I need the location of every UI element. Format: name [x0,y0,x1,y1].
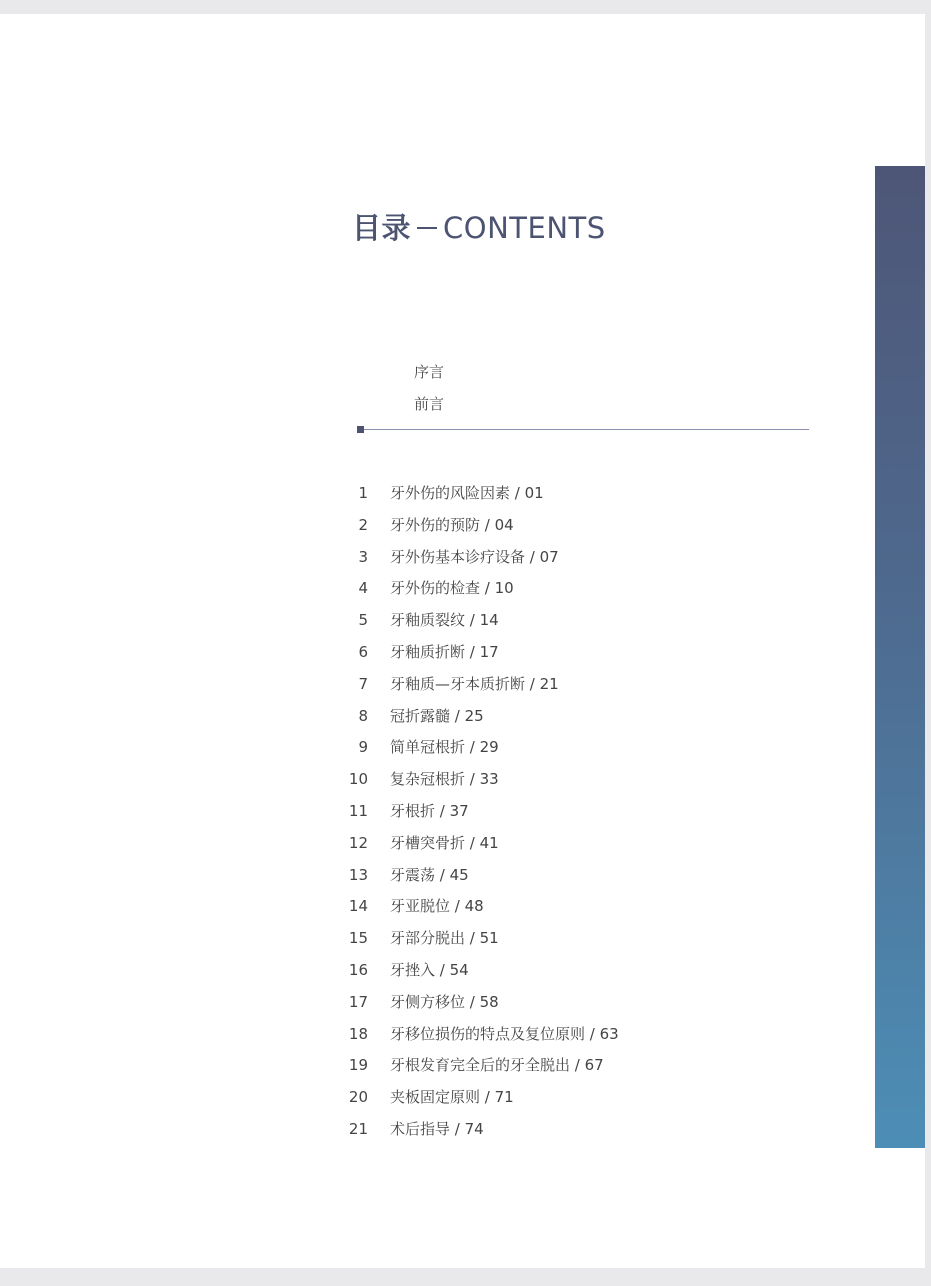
toc-entry-number: 9 [358,738,368,757]
toc-entry-number: 13 [348,865,368,884]
toc-entry-title: 牙外伤的预防 / 04 [390,515,514,534]
preface-list [414,356,444,420]
toc-entry-number: 12 [348,833,368,852]
toc-entry-title: 牙根折 / 37 [390,801,469,820]
toc-entry-number: 17 [348,992,368,1011]
toc-entry-number: 14 [348,897,368,916]
page-title [352,206,606,247]
toc-entry-title: 牙槽突骨折 / 41 [390,833,499,852]
toc-entry-title: 牙震荡 / 45 [390,865,469,884]
toc-entry [340,860,760,892]
toc-entry [340,573,760,605]
toc-entry-number: 10 [348,770,368,789]
toc-entry-title: 牙侧方移位 / 58 [390,992,499,1011]
toc-entry-title: 夹板固定原则 / 71 [390,1088,514,1107]
toc-entry-title: 牙移位损伤的特点及复位原则 / 63 [390,1024,619,1043]
preface-item: 序言 [414,363,445,381]
toc-entry [340,542,760,574]
toc-entry-number: 11 [348,801,368,820]
toc-entry-number: 3 [358,547,368,566]
preface-item: 前言 [414,395,445,413]
decorative-side-bar [875,166,925,1148]
document-page [0,14,925,1268]
section-divider [357,426,809,434]
toc-entry-title: 复杂冠根折 / 33 [390,770,499,789]
toc-entry [340,701,760,733]
toc-entry-number: 16 [348,960,368,979]
toc-entry-number: 7 [358,674,368,693]
toc-entry-number: 21 [348,1119,368,1138]
toc-entry [340,605,760,637]
toc-entry-title: 牙釉质折断 / 17 [390,642,499,661]
toc-entry [340,828,760,860]
toc-entry-number: 4 [358,579,368,598]
toc-entry [340,1082,760,1114]
toc-entry [340,669,760,701]
toc-entry-title: 牙挫入 / 54 [390,960,469,979]
table-of-contents [340,478,760,1146]
toc-entry-title: 牙亚脱位 / 48 [390,897,484,916]
toc-entry-title: 牙外伤的检查 / 10 [390,579,514,598]
toc-entry [340,1019,760,1051]
divider-line [364,429,809,430]
toc-entry-title: 牙釉质裂纹 / 14 [390,611,499,630]
toc-entry [340,478,760,510]
toc-entry-title: 简单冠根折 / 29 [390,738,499,757]
toc-entry-title: 牙外伤的风险因素 / 01 [390,484,544,502]
title-zh: 目录 [352,211,412,245]
toc-entry-title: 冠折露髓 / 25 [390,706,484,725]
toc-entry [340,732,760,764]
toc-entry-number: 2 [358,515,368,534]
toc-entry [340,637,760,669]
toc-entry-number: 19 [348,1056,368,1075]
toc-entry-number: 20 [348,1088,368,1107]
toc-entry [340,891,760,923]
toc-entry [340,955,760,987]
toc-entry-number: 1 [358,484,368,502]
toc-entry-number: 8 [358,706,368,725]
toc-entry [340,510,760,542]
toc-entry-title: 牙外伤基本诊疗设备 / 07 [390,547,559,566]
title-dash [417,227,437,229]
toc-entry [340,764,760,796]
toc-entry [340,923,760,955]
toc-entry-title: 牙部分脱出 / 51 [390,929,499,948]
toc-entry-title: 术后指导 / 74 [390,1119,484,1138]
toc-entry-number: 15 [348,929,368,948]
toc-entry [340,1114,760,1146]
divider-square [357,426,364,433]
toc-entry-number: 18 [348,1024,368,1043]
toc-entry-title: 牙釉质—牙本质折断 / 21 [390,674,559,693]
toc-entry [340,987,760,1019]
toc-entry-title: 牙根发育完全后的牙全脱出 / 67 [390,1056,604,1075]
toc-entry [340,796,760,828]
toc-entry-number: 6 [358,642,368,661]
toc-entry [340,1050,760,1082]
toc-entry-number: 5 [358,611,368,630]
title-en: CONTENTS [443,211,606,245]
